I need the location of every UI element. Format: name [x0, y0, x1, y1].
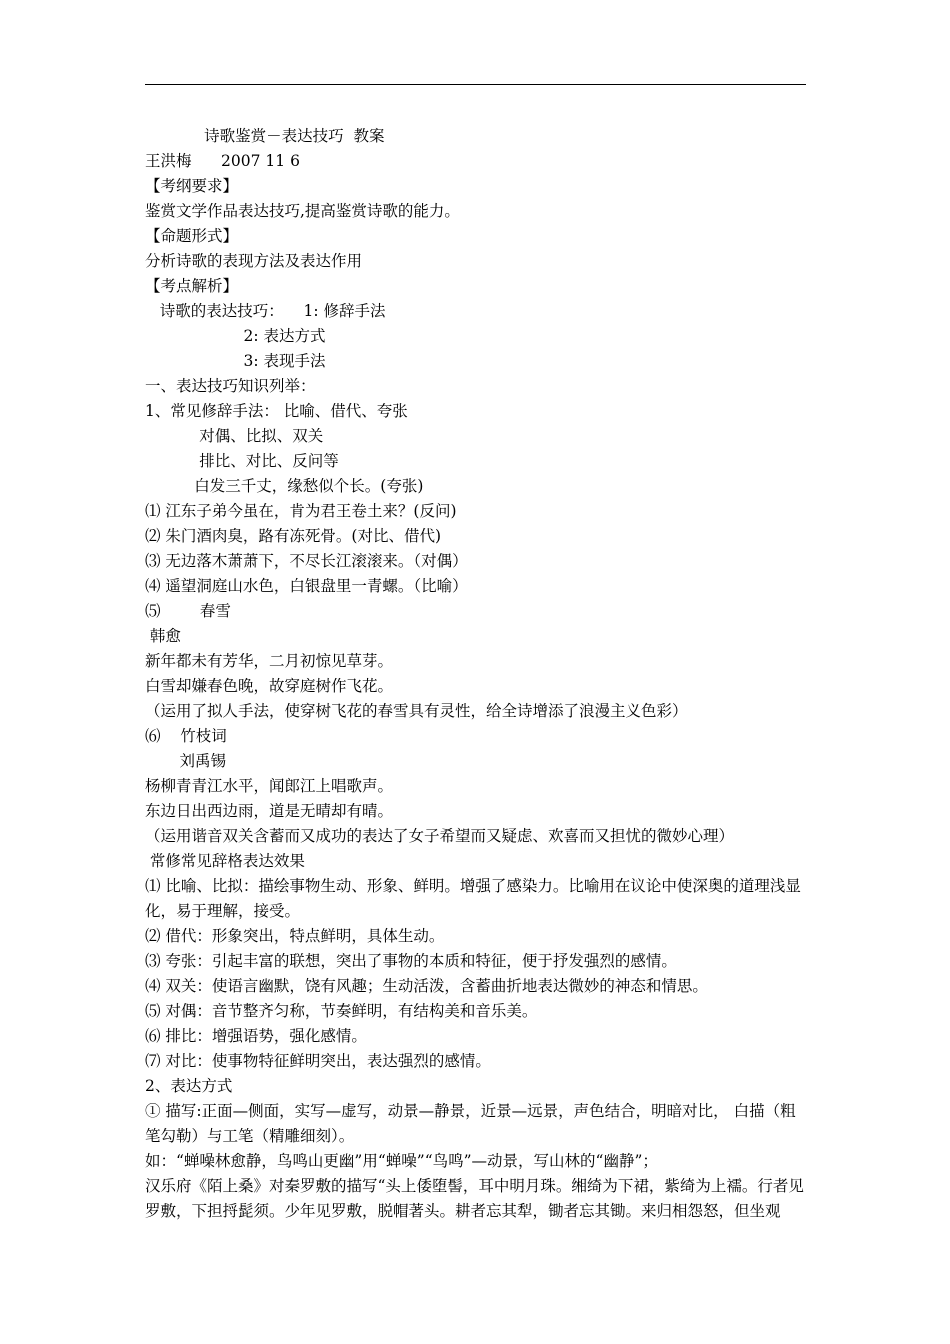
- poem-line: 新年都未有芳华，二月初惊见草芽。: [145, 652, 394, 670]
- poem-author: 刘禹锡: [145, 752, 226, 770]
- text-line: 诗歌的表达技巧： 1: 修辞手法: [145, 302, 386, 320]
- text-line: 排比、对比、反问等: [145, 452, 339, 470]
- author-date-line: 王洪梅 2007 11 6: [145, 152, 300, 170]
- paragraph-moshangsang: 汉乐府《陌上桑》对秦罗敷的描写“头上倭堕髻，耳中明月珠。缃绮为下裙，紫绮为上襦。行者见罗敷，下担捋髭须。少年见罗敷，脱帽著头。耕者忘其犁，锄者忘其锄。来归相怨怒，但坐观: [145, 1177, 804, 1220]
- poem-note: （运用了拟人手法，使穿树飞花的春雪具有灵性，给全诗增添了浪漫主义色彩）: [145, 702, 688, 720]
- poem-author: 韩愈: [145, 627, 181, 645]
- text-line: 1、常见修辞手法： 比喻、借代、夸张: [145, 402, 408, 420]
- document-body: [145, 124, 810, 1224]
- effect-line: ⑹ 排比：增强语势，强化感情。: [145, 1027, 367, 1045]
- effect-line: ⑺ 对比：使事物特征鲜明突出，表达强烈的感情。: [145, 1052, 491, 1070]
- example-line: 白发三千丈，缘愁似个长。(夸张): [145, 477, 424, 495]
- document-title: 诗歌鉴赏－表达技巧 教案: [145, 127, 385, 145]
- header-rule: [145, 84, 806, 85]
- poem-line: 东边日出西边雨，道是无晴却有晴。: [145, 802, 394, 820]
- effect-line: ⑷ 双关：使语言幽默，饶有风趣；生动活泼，含蓄曲折地表达微妙的神态和情思。: [145, 977, 708, 995]
- example-line: ⑵ 朱门酒肉臭，路有冻死骨。(对比、借代): [145, 527, 442, 545]
- section-heading-analysis: 【考点解析】: [145, 277, 239, 295]
- poem-line: 白雪却嫌春色晚，故穿庭树作飞花。: [145, 677, 394, 695]
- effect-line: ⑵ 借代：形象突出，特点鲜明，具体生动。: [145, 927, 445, 945]
- example-line: ⑷ 遥望洞庭山水色，白银盘里一青螺。（比喻）: [145, 577, 468, 595]
- poem-note: （运用谐音双关含蓄而又成功的表达了女子希望而又疑虑、欢喜而又担忧的微妙心理）: [145, 827, 735, 845]
- poem-title: ⑹ 竹枝词: [145, 727, 227, 745]
- paragraph-metaphor: ⑴ 比喻、比拟：描绘事物生动、形象、鲜明。增强了感染力。比喻用在议论中使深奥的道理浅显化，易于理解，接受。: [145, 877, 801, 920]
- example-line: 如：“蝉噪林愈静，鸟鸣山更幽”用“蝉噪”“鸟鸣”—动景，写山林的“幽静”；: [145, 1152, 658, 1170]
- example-line: ⑶ 无边落木萧萧下，不尽长江滚滚来。（对偶）: [145, 552, 468, 570]
- text-line: 鉴赏文学作品表达技巧,提高鉴赏诗歌的能力。: [145, 202, 460, 220]
- poem-title: ⑸ 春雪: [145, 602, 231, 620]
- example-line: ⑴ 江东子弟今虽在，肯为君王卷土来？(反问): [145, 502, 457, 520]
- text-line: 3: 表现手法: [145, 352, 326, 370]
- section-heading-knowledge: 一、表达技巧知识列举：: [145, 377, 316, 395]
- effect-line: ⑸ 对偶：音节整齐匀称，节奏鲜明，有结构美和音乐美。: [145, 1002, 538, 1020]
- subheading-effects: 常修常见辞格表达效果: [145, 852, 305, 870]
- section-heading-expression: 2、表达方式: [145, 1077, 233, 1095]
- poem-line: 杨柳青青江水平，闻郎江上唱歌声。: [145, 777, 394, 795]
- section-heading-question-form: 【命题形式】: [145, 227, 239, 245]
- text-line: 2: 表达方式: [145, 327, 326, 345]
- text-line: 对偶、比拟、双关: [145, 427, 324, 445]
- effect-line: ⑶ 夸张：引起丰富的联想，突出了事物的本质和特征，便于抒发强烈的感情。: [145, 952, 677, 970]
- paragraph-description: ① 描写:正面—侧面，实写—虚写，动景—静景，近景—远景，声色结合，明暗对比， 白描（粗笔勾勒）与工笔（精雕细刻）。: [145, 1102, 796, 1145]
- section-heading-syllabus: 【考纲要求】: [145, 177, 239, 195]
- text-line: 分析诗歌的表现方法及表达作用: [145, 252, 363, 270]
